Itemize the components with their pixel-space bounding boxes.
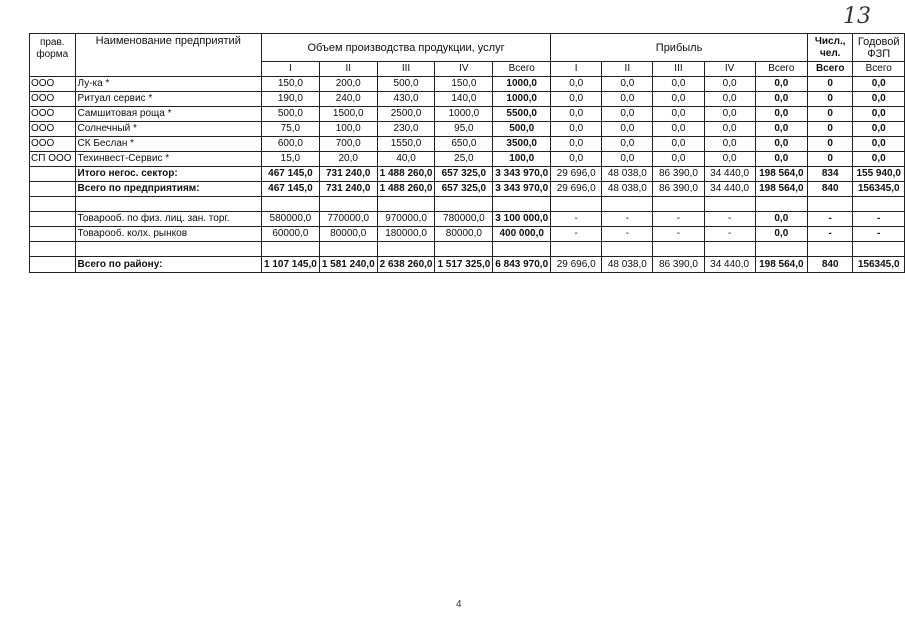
volume-cell — [261, 242, 319, 257]
staff-cell: - — [807, 227, 852, 242]
profit-cell — [551, 197, 602, 212]
profit-cell: 29 696,0 — [551, 182, 602, 197]
fund-cell: 0,0 — [853, 137, 905, 152]
profit-cell: 0,0 — [755, 137, 807, 152]
volume-cell — [377, 242, 435, 257]
profit-cell: 0,0 — [653, 152, 704, 167]
volume-cell — [493, 197, 551, 212]
volume-cell: 1500,0 — [319, 107, 377, 122]
volume-cell: 467 145,0 — [261, 167, 319, 182]
col-header-staff: Числ., чел. — [807, 34, 852, 62]
enterprise-name-cell: Солнечный * — [75, 122, 261, 137]
enterprise-name-cell: Всего по предприятиям: — [75, 182, 261, 197]
profit-cell: 48 038,0 — [602, 257, 653, 273]
q-header: II — [602, 62, 653, 77]
profit-cell — [602, 242, 653, 257]
profit-cell: 0,0 — [755, 122, 807, 137]
profit-cell: - — [551, 212, 602, 227]
profit-cell: 0,0 — [551, 77, 602, 92]
volume-cell — [435, 197, 493, 212]
profit-cell: - — [653, 212, 704, 227]
volume-cell: 467 145,0 — [261, 182, 319, 197]
volume-cell: 60000,0 — [261, 227, 319, 242]
volume-cell: 600,0 — [261, 137, 319, 152]
volume-cell: 230,0 — [377, 122, 435, 137]
legal-form-cell: СП ООО — [29, 152, 75, 167]
legal-form-cell — [29, 167, 75, 182]
profit-cell: 0,0 — [551, 107, 602, 122]
volume-cell: 500,0 — [261, 107, 319, 122]
fund-cell: 155 940,0 — [853, 167, 905, 182]
profit-cell: 0,0 — [704, 137, 755, 152]
volume-cell: 500,0 — [493, 122, 551, 137]
staff-cell: - — [807, 212, 852, 227]
profit-cell: 34 440,0 — [704, 182, 755, 197]
table-row — [30, 242, 905, 257]
staff-cell — [807, 242, 852, 257]
profit-cell: - — [704, 212, 755, 227]
table-row — [30, 122, 905, 137]
staff-cell: 834 — [807, 167, 852, 182]
profit-cell: 0,0 — [704, 122, 755, 137]
profit-cell: 198 564,0 — [755, 167, 807, 182]
profit-cell: - — [602, 212, 653, 227]
volume-cell: 1550,0 — [377, 137, 435, 152]
profit-cell: 29 696,0 — [551, 257, 602, 273]
legal-form-cell — [29, 257, 75, 273]
volume-cell: 657 325,0 — [435, 167, 493, 182]
enterprise-name-cell: Товарооб. по физ. лиц. зан. торг. — [75, 212, 261, 227]
legal-form-cell — [29, 197, 75, 212]
fund-cell: 0,0 — [853, 92, 905, 107]
enterprise-name-cell: Самшитовая роща * — [75, 107, 261, 122]
profit-cell: 0,0 — [602, 137, 653, 152]
volume-cell: 100,0 — [319, 122, 377, 137]
table-row — [30, 137, 905, 152]
volume-cell: 95,0 — [435, 122, 493, 137]
volume-cell: 657 325,0 — [435, 182, 493, 197]
volume-cell: 1 517 325,0 — [435, 257, 493, 273]
volume-cell: 1 107 145,0 — [261, 257, 319, 273]
profit-cell: 0,0 — [755, 77, 807, 92]
staff-cell: 0 — [807, 122, 852, 137]
volume-cell: 731 240,0 — [319, 182, 377, 197]
profit-cell: 34 440,0 — [704, 167, 755, 182]
table-row — [30, 182, 905, 197]
legal-form-cell — [29, 182, 75, 197]
volume-cell — [319, 242, 377, 257]
table-row — [30, 212, 905, 227]
profit-cell: 0,0 — [653, 92, 704, 107]
volume-cell: 430,0 — [377, 92, 435, 107]
staff-total-header: Всего — [807, 62, 852, 77]
volume-cell: 1 581 240,0 — [319, 257, 377, 273]
fund-cell: - — [853, 212, 905, 227]
profit-cell — [653, 197, 704, 212]
volume-cell: 1 488 260,0 — [377, 182, 435, 197]
fund-cell — [853, 242, 905, 257]
volume-cell: 200,0 — [319, 77, 377, 92]
profit-cell: 0,0 — [551, 92, 602, 107]
profit-cell: 0,0 — [653, 122, 704, 137]
fund-cell: 156345,0 — [853, 182, 905, 197]
fund-total-header: Всего — [853, 62, 905, 77]
table-row — [30, 92, 905, 107]
q-header: III — [653, 62, 704, 77]
profit-cell: 0,0 — [602, 152, 653, 167]
volume-cell: 400 000,0 — [493, 227, 551, 242]
staff-cell — [807, 197, 852, 212]
q-header: I — [551, 62, 602, 77]
volume-cell: 140,0 — [435, 92, 493, 107]
profit-cell: 0,0 — [755, 92, 807, 107]
profit-cell: 0,0 — [602, 122, 653, 137]
table-row — [30, 197, 905, 212]
volume-cell: 3 100 000,0 — [493, 212, 551, 227]
volume-cell: 150,0 — [435, 77, 493, 92]
legal-form-cell: ООО — [29, 92, 75, 107]
legal-form-cell: ООО — [29, 122, 75, 137]
profit-cell: 0,0 — [653, 77, 704, 92]
staff-cell: 840 — [807, 257, 852, 273]
profit-cell: 48 038,0 — [602, 167, 653, 182]
q-header: IV — [435, 62, 493, 77]
volume-cell: 100,0 — [493, 152, 551, 167]
profit-cell: - — [653, 227, 704, 242]
profit-cell: 48 038,0 — [602, 182, 653, 197]
profit-cell: 0,0 — [755, 107, 807, 122]
volume-cell — [493, 242, 551, 257]
volume-cell: 3 343 970,0 — [493, 182, 551, 197]
enterprise-name-cell — [75, 197, 261, 212]
volume-cell — [377, 197, 435, 212]
col-header-volume: Объем производства продукции, услуг — [261, 34, 550, 62]
col-header-name: Наименование предприятий — [75, 34, 261, 77]
volume-cell: 25,0 — [435, 152, 493, 167]
table-row — [30, 152, 905, 167]
q-header: II — [319, 62, 377, 77]
page-number: 4 — [456, 599, 462, 610]
enterprise-name-cell: Товарооб. колх. рынков — [75, 227, 261, 242]
enterprise-name-cell: СК Беслан * — [75, 137, 261, 152]
profit-cell: 0,0 — [755, 227, 807, 242]
volume-cell: 6 843 970,0 — [493, 257, 551, 273]
volume-cell: 580000,0 — [261, 212, 319, 227]
profit-cell: - — [602, 227, 653, 242]
volume-cell: 190,0 — [261, 92, 319, 107]
profit-cell: 0,0 — [602, 77, 653, 92]
volume-cell: 15,0 — [261, 152, 319, 167]
profit-cell: 0,0 — [755, 152, 807, 167]
enterprise-name-cell: Лу-ка * — [75, 77, 261, 92]
legal-form-cell — [29, 212, 75, 227]
profit-cell — [602, 197, 653, 212]
profit-cell: 0,0 — [704, 152, 755, 167]
staff-cell: 0 — [807, 77, 852, 92]
col-header-fund: Годовой ФЗП — [853, 34, 905, 62]
profit-cell: 0,0 — [602, 107, 653, 122]
volume-cell: 2500,0 — [377, 107, 435, 122]
table-row — [30, 167, 905, 182]
q-header: Всего — [493, 62, 551, 77]
volume-cell: 2 638 260,0 — [377, 257, 435, 273]
table-row — [30, 257, 905, 273]
profit-cell: 86 390,0 — [653, 182, 704, 197]
handwritten-page-number: 13 — [843, 4, 871, 29]
enterprise-name-cell: Итого негос. сектор: — [75, 167, 261, 182]
q-header: IV — [704, 62, 755, 77]
profit-cell: 0,0 — [551, 122, 602, 137]
enterprise-name-cell: Ритуал сервис * — [75, 92, 261, 107]
volume-cell: 75,0 — [261, 122, 319, 137]
profit-cell — [704, 197, 755, 212]
profit-cell: 0,0 — [602, 92, 653, 107]
volume-cell: 240,0 — [319, 92, 377, 107]
volume-cell: 700,0 — [319, 137, 377, 152]
volume-cell: 500,0 — [377, 77, 435, 92]
profit-cell: 86 390,0 — [653, 167, 704, 182]
fund-cell: 0,0 — [853, 77, 905, 92]
q-header: Всего — [755, 62, 807, 77]
profit-cell: 86 390,0 — [653, 257, 704, 273]
staff-cell: 0 — [807, 92, 852, 107]
volume-cell — [435, 242, 493, 257]
volume-cell: 1 488 260,0 — [377, 167, 435, 182]
production-table — [29, 33, 905, 273]
profit-cell: 0,0 — [704, 92, 755, 107]
staff-cell: 0 — [807, 152, 852, 167]
staff-cell: 0 — [807, 107, 852, 122]
profit-cell: 0,0 — [704, 77, 755, 92]
volume-cell: 731 240,0 — [319, 167, 377, 182]
staff-cell: 0 — [807, 137, 852, 152]
profit-cell: - — [704, 227, 755, 242]
profit-cell — [755, 197, 807, 212]
q-header: III — [377, 62, 435, 77]
profit-cell — [551, 242, 602, 257]
col-header-form: прав. форма — [30, 34, 76, 77]
fund-cell: - — [853, 227, 905, 242]
volume-cell: 150,0 — [261, 77, 319, 92]
volume-cell: 3500,0 — [493, 137, 551, 152]
profit-cell: 0,0 — [704, 107, 755, 122]
profit-cell — [704, 242, 755, 257]
fund-cell: 156345,0 — [853, 257, 905, 273]
enterprise-name-cell: Всего по району: — [75, 257, 261, 273]
volume-cell: 1000,0 — [493, 77, 551, 92]
legal-form-cell: ООО — [29, 107, 75, 122]
volume-cell: 80000,0 — [319, 227, 377, 242]
legal-form-cell — [29, 242, 75, 257]
profit-cell: - — [551, 227, 602, 242]
legal-form-cell: ООО — [29, 77, 75, 92]
volume-cell: 770000,0 — [319, 212, 377, 227]
q-header: I — [261, 62, 319, 77]
profit-cell — [755, 242, 807, 257]
enterprise-name-cell: Техинвест-Сервис * — [75, 152, 261, 167]
enterprise-name-cell — [75, 242, 261, 257]
fund-cell — [853, 197, 905, 212]
volume-cell: 780000,0 — [435, 212, 493, 227]
volume-cell: 5500,0 — [493, 107, 551, 122]
profit-cell: 0,0 — [551, 152, 602, 167]
profit-cell: 198 564,0 — [755, 182, 807, 197]
profit-cell: 0,0 — [653, 107, 704, 122]
col-header-profit: Прибыль — [551, 34, 808, 62]
volume-cell: 970000,0 — [377, 212, 435, 227]
profit-cell: 198 564,0 — [755, 257, 807, 273]
profit-cell: 0,0 — [551, 137, 602, 152]
profit-cell — [653, 242, 704, 257]
fund-cell: 0,0 — [853, 122, 905, 137]
table-row — [30, 227, 905, 242]
volume-cell — [319, 197, 377, 212]
volume-cell: 650,0 — [435, 137, 493, 152]
volume-cell — [261, 197, 319, 212]
volume-cell: 40,0 — [377, 152, 435, 167]
legal-form-cell: ООО — [29, 137, 75, 152]
volume-cell: 20,0 — [319, 152, 377, 167]
volume-cell: 1000,0 — [435, 107, 493, 122]
volume-cell: 1000,0 — [493, 92, 551, 107]
volume-cell: 3 343 970,0 — [493, 167, 551, 182]
staff-cell: 840 — [807, 182, 852, 197]
volume-cell: 180000,0 — [377, 227, 435, 242]
profit-cell: 0,0 — [653, 137, 704, 152]
profit-cell: 0,0 — [755, 212, 807, 227]
profit-cell: 29 696,0 — [551, 167, 602, 182]
fund-cell: 0,0 — [853, 107, 905, 122]
profit-cell: 34 440,0 — [704, 257, 755, 273]
fund-cell: 0,0 — [853, 152, 905, 167]
table-row — [30, 107, 905, 122]
legal-form-cell — [29, 227, 75, 242]
table-row — [30, 77, 905, 92]
volume-cell: 80000,0 — [435, 227, 493, 242]
